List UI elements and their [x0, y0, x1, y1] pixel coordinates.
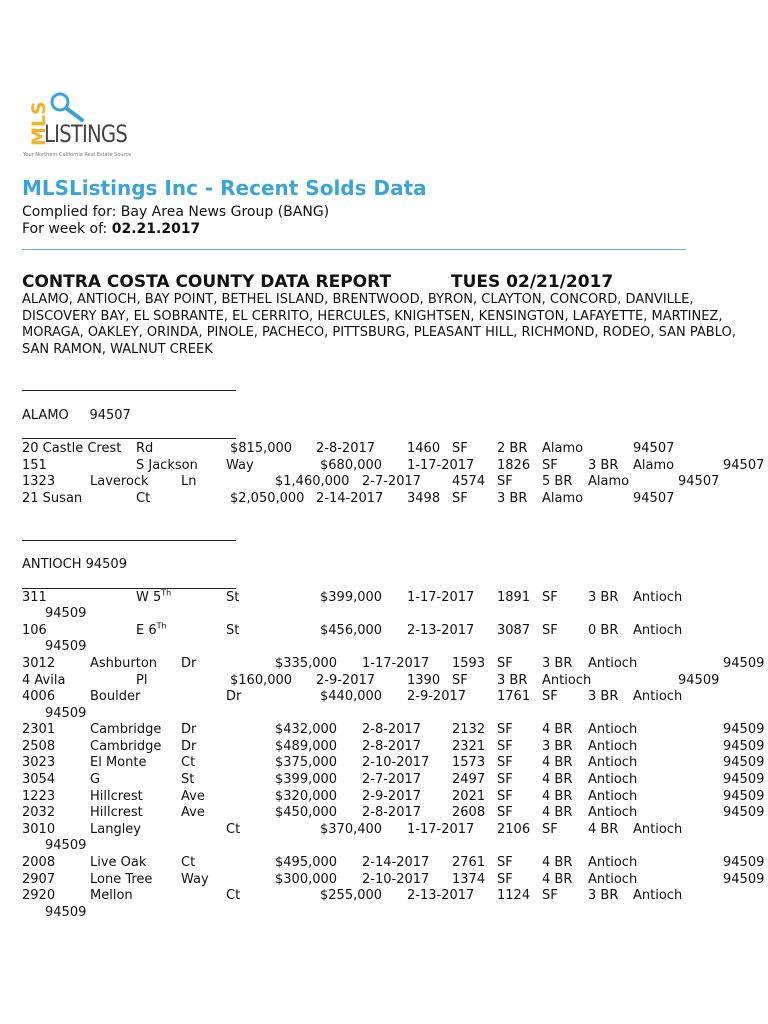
report-date: TUES 02/21/2017	[451, 272, 614, 292]
street-name: Cambridge	[90, 739, 162, 754]
zip: 94509	[45, 838, 87, 853]
price: $2,050,000	[230, 491, 305, 506]
street-name: Hillcrest	[90, 805, 143, 820]
street-suffix: Ave	[181, 805, 205, 820]
section-heading-antioch: ANTIOCH 94509	[22, 557, 127, 572]
magnifier-icon	[46, 90, 98, 124]
city: Antioch	[588, 772, 638, 787]
property-type: SF	[542, 590, 558, 605]
street-suffix: Pl	[136, 673, 148, 688]
street-number: 106	[22, 623, 47, 638]
mlslistings-logo	[22, 92, 142, 164]
sold-date: 1-17-2017	[362, 656, 430, 671]
street-name: Hillcrest	[90, 789, 143, 804]
price: $450,000	[275, 805, 338, 820]
zip: 94509	[723, 789, 765, 804]
week-line	[22, 221, 200, 237]
week-label: For week of:	[22, 221, 108, 237]
sold-date: 1-17-2017	[407, 590, 475, 605]
bedrooms: 2 BR	[497, 441, 528, 456]
street-name: E 6Th	[136, 621, 167, 638]
street-number: 1323	[22, 474, 56, 489]
street: 21 Susan	[22, 491, 83, 506]
sold-date: 2-8-2017	[362, 805, 422, 820]
bedrooms: 4 BR	[542, 755, 573, 770]
street-name: Langley	[90, 822, 142, 837]
city: Antioch	[588, 755, 638, 770]
compiled-for-text: Complied for: Bay Area News Group (BANG)	[22, 204, 330, 220]
bedrooms: 4 BR	[542, 805, 573, 820]
bedrooms: 5 BR	[542, 474, 573, 489]
sqft: 1460	[407, 441, 441, 456]
zip: 94509	[45, 639, 87, 654]
zip: 94509	[723, 722, 765, 737]
bedrooms: 3 BR	[588, 590, 619, 605]
street-suffix: Way	[181, 872, 209, 887]
property-type: SF	[452, 673, 468, 688]
street-number: 151	[22, 458, 47, 473]
sqft: 2106	[497, 822, 531, 837]
city: Antioch	[588, 855, 638, 870]
zip: 94507	[633, 441, 675, 456]
city: Antioch	[588, 805, 638, 820]
zip: 94509	[678, 673, 720, 688]
sold-date: 2-13-2017	[407, 623, 475, 638]
price: $489,000	[275, 739, 338, 754]
section-rule	[22, 540, 236, 541]
property-type: SF	[542, 822, 558, 837]
price: $432,000	[275, 722, 338, 737]
sqft: 3498	[407, 491, 441, 506]
street-suffix: St	[226, 623, 240, 638]
property-type: SF	[497, 739, 513, 754]
logo-tagline: Your Northern California Real Estate Source	[23, 152, 132, 158]
street-number: 2301	[22, 722, 56, 737]
zip: 94509	[723, 755, 765, 770]
city: Antioch	[588, 656, 638, 671]
bedrooms: 4 BR	[542, 789, 573, 804]
street-name: Lone Tree	[90, 872, 153, 887]
street-number: 4006	[22, 689, 56, 704]
city: Antioch	[633, 888, 683, 903]
section-rule	[22, 588, 236, 589]
city: Alamo	[633, 458, 675, 473]
street-number: 3012	[22, 656, 56, 671]
city: Antioch	[633, 822, 683, 837]
property-type: SF	[497, 805, 513, 820]
street: 4 Avila	[22, 673, 66, 688]
bedrooms: 3 BR	[588, 458, 619, 473]
price: $495,000	[275, 855, 338, 870]
price: $320,000	[275, 789, 338, 804]
price: $399,000	[320, 590, 383, 605]
section-rule	[22, 438, 236, 439]
zip: 94509	[45, 606, 87, 621]
city: Antioch	[588, 789, 638, 804]
bedrooms: 3 BR	[497, 673, 528, 688]
section-heading-alamo: ALAMO 94507	[22, 408, 131, 423]
price: $300,000	[275, 872, 338, 887]
street-suffix: St	[226, 590, 240, 605]
property-type: SF	[542, 623, 558, 638]
street-number: 2920	[22, 888, 56, 903]
header-divider	[22, 249, 686, 250]
bedrooms: 0 BR	[588, 623, 619, 638]
zip: 94509	[45, 706, 87, 721]
property-type: SF	[497, 872, 513, 887]
sqft: 1573	[452, 755, 486, 770]
section-rule	[22, 390, 236, 391]
street-suffix: Ct	[181, 855, 196, 870]
zip: 94509	[723, 656, 765, 671]
street-number: 2907	[22, 872, 56, 887]
bedrooms: 3 BR	[588, 888, 619, 903]
street-name: G	[90, 772, 101, 787]
street-number: 3010	[22, 822, 56, 837]
sold-date: 2-8-2017	[362, 739, 422, 754]
street-suffix: Ct	[226, 822, 241, 837]
street-suffix: Ct	[181, 755, 196, 770]
street-suffix: Dr	[226, 689, 242, 704]
city: Alamo	[542, 491, 584, 506]
sqft: 1593	[452, 656, 486, 671]
street-name: W 5Th	[136, 588, 172, 605]
street: 20 Castle Crest	[22, 441, 122, 456]
street-number: 2508	[22, 739, 56, 754]
price: $370,400	[320, 822, 383, 837]
sqft: 1124	[497, 888, 531, 903]
city: Alamo	[588, 474, 630, 489]
street-name: Live Oak	[90, 855, 147, 870]
sqft: 2321	[452, 739, 486, 754]
bedrooms: 3 BR	[542, 739, 573, 754]
sold-date: 2-9-2017	[362, 789, 422, 804]
property-type: SF	[497, 772, 513, 787]
street-number: 3023	[22, 755, 56, 770]
sold-date: 1-17-2017	[407, 458, 475, 473]
street-suffix: Rd	[136, 441, 154, 456]
property-type: SF	[542, 888, 558, 903]
price: $399,000	[275, 772, 338, 787]
city: Alamo	[542, 441, 584, 456]
zip: 94509	[723, 872, 765, 887]
street-suffix: Dr	[181, 656, 197, 671]
street-name: Ashburton	[90, 656, 158, 671]
street-name: El Monte	[90, 755, 147, 770]
street-suffix: Ct	[226, 888, 241, 903]
street-number: 2008	[22, 855, 56, 870]
price: $815,000	[230, 441, 293, 456]
sold-date: 2-14-2017	[362, 855, 430, 870]
sqft: 2021	[452, 789, 486, 804]
property-type: SF	[542, 689, 558, 704]
sqft: 1761	[497, 689, 531, 704]
sqft: 1826	[497, 458, 531, 473]
property-type: SF	[497, 474, 513, 489]
property-type: SF	[497, 656, 513, 671]
street-number: 311	[22, 590, 47, 605]
zip: 94509	[723, 772, 765, 787]
bedrooms: 3 BR	[588, 689, 619, 704]
sqft: 2132	[452, 722, 486, 737]
bedrooms: 3 BR	[497, 491, 528, 506]
city-list: ALAMO, ANTIOCH, BAY POINT, BETHEL ISLAND, BRENTWOOD, BYRON, CLAYTON, CONCORD, DANVILLE, DISCOVERY BAY, EL SOBRANTE, EL CERRITO, HERCULES, KNIGHTSEN, KENSINGTON, LAFAYETTE, MARTINEZ, MORAGA, OAKLEY, ORINDA, PINOLE, PACHECO, PITTSBURG, PLEASANT HILL, RICHMOND, RODEO, SAN PABLO, SAN RAMON, WALNUT CREEK	[22, 292, 736, 357]
sold-date: 2-14-2017	[316, 491, 384, 506]
street-number: 1223	[22, 789, 56, 804]
bedrooms: 4 BR	[542, 772, 573, 787]
property-type: SF	[452, 441, 468, 456]
street-suffix: Ct	[136, 491, 151, 506]
street-number: 2032	[22, 805, 56, 820]
price: $456,000	[320, 623, 383, 638]
street-suffix: Ln	[181, 474, 197, 489]
street-name: Mellon	[90, 888, 133, 903]
bedrooms: 3 BR	[542, 656, 573, 671]
zip: 94509	[723, 739, 765, 754]
sold-date: 2-8-2017	[316, 441, 376, 456]
sold-date: 2-9-2017	[316, 673, 376, 688]
sqft: 3087	[497, 623, 531, 638]
city: Antioch	[542, 673, 592, 688]
week-value: 02.21.2017	[111, 221, 201, 237]
property-type: SF	[497, 789, 513, 804]
price: $160,000	[230, 673, 293, 688]
city: Antioch	[588, 722, 638, 737]
sqft: 2761	[452, 855, 486, 870]
sqft: 2497	[452, 772, 486, 787]
sold-date: 2-7-2017	[362, 772, 422, 787]
sold-date: 2-10-2017	[362, 755, 430, 770]
sold-date: 1-17-2017	[407, 822, 475, 837]
city: Antioch	[588, 872, 638, 887]
page-title: MLSListings Inc - Recent Solds Data	[22, 176, 427, 200]
price: $255,000	[320, 888, 383, 903]
zip: 94509	[723, 805, 765, 820]
street-suffix: Dr	[181, 739, 197, 754]
street-number: 3054	[22, 772, 56, 787]
zip: 94509	[723, 855, 765, 870]
street-name: Cambridge	[90, 722, 162, 737]
zip: 94507	[633, 491, 675, 506]
report-title: CONTRA COSTA COUNTY DATA REPORT	[22, 272, 392, 292]
street-name: S Jackson	[136, 458, 198, 473]
logo-listings-text: LISTINGS	[44, 120, 127, 148]
sold-date: 2-13-2017	[407, 888, 475, 903]
street-suffix: Way	[226, 458, 254, 473]
bedrooms: 4 BR	[588, 822, 619, 837]
street-suffix: Dr	[181, 722, 197, 737]
property-type: SF	[497, 755, 513, 770]
sold-date: 2-8-2017	[362, 722, 422, 737]
price: $375,000	[275, 755, 338, 770]
property-type: SF	[497, 855, 513, 870]
price: $335,000	[275, 656, 338, 671]
sold-date: 2-10-2017	[362, 872, 430, 887]
zip: 94507	[723, 458, 765, 473]
city: Antioch	[633, 623, 683, 638]
street-name: Boulder	[90, 689, 141, 704]
zip: 94509	[45, 905, 87, 920]
logo-mls-text: MLS	[28, 101, 50, 146]
street-suffix: St	[181, 772, 195, 787]
sqft: 1390	[407, 673, 441, 688]
street-name: Laverock	[90, 474, 149, 489]
city: Antioch	[588, 739, 638, 754]
price: $1,460,000	[275, 474, 350, 489]
property-type: SF	[542, 458, 558, 473]
bedrooms: 4 BR	[542, 872, 573, 887]
price: $440,000	[320, 689, 383, 704]
bedrooms: 4 BR	[542, 722, 573, 737]
city: Antioch	[633, 689, 683, 704]
sqft: 2608	[452, 805, 486, 820]
sold-date: 2-9-2017	[407, 689, 467, 704]
bedrooms: 4 BR	[542, 855, 573, 870]
city: Antioch	[633, 590, 683, 605]
sqft: 4574	[452, 474, 486, 489]
property-type: SF	[497, 722, 513, 737]
street-suffix: Ave	[181, 789, 205, 804]
property-type: SF	[452, 491, 468, 506]
sold-date: 2-7-2017	[362, 474, 422, 489]
zip: 94507	[678, 474, 720, 489]
sqft: 1891	[497, 590, 531, 605]
sqft: 1374	[452, 872, 486, 887]
price: $680,000	[320, 458, 383, 473]
